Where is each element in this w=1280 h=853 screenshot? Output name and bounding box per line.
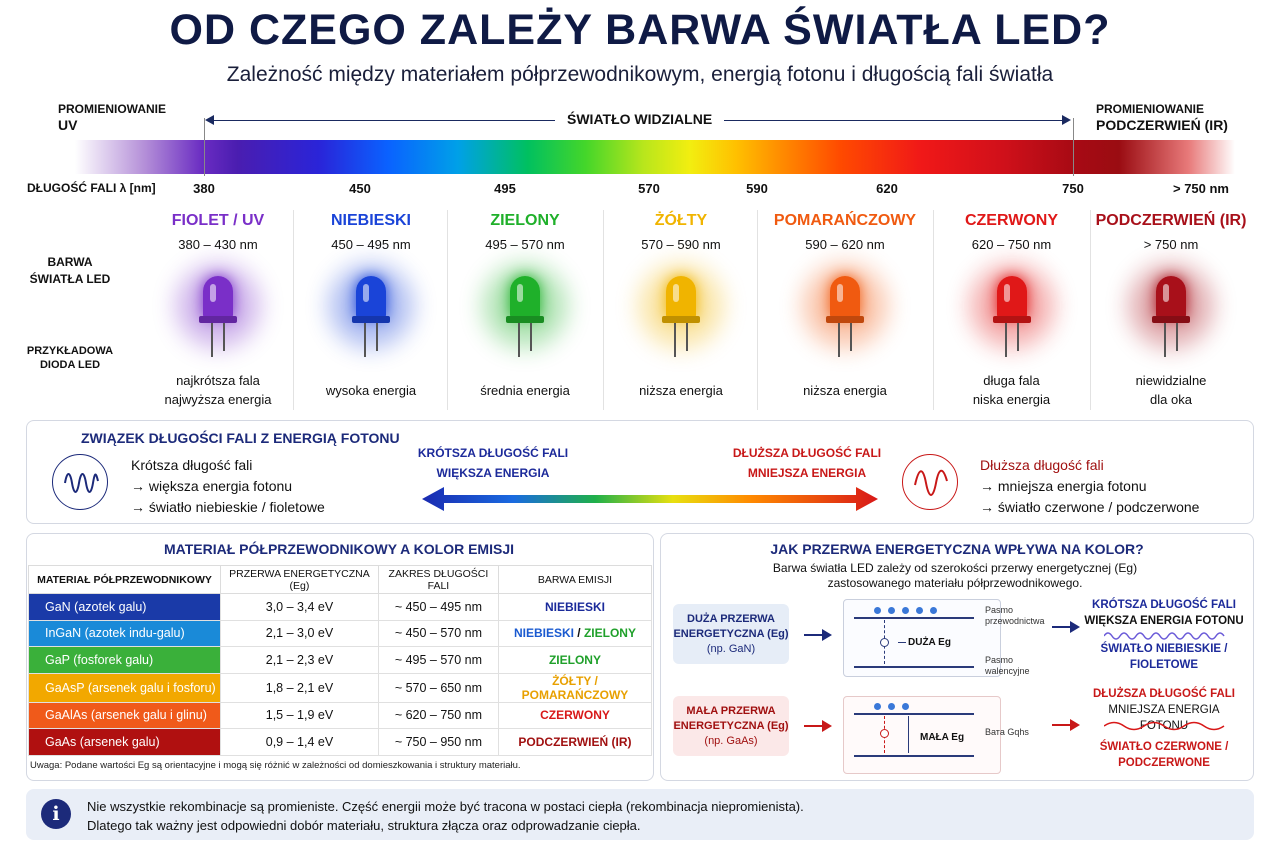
tick-label: 590: [746, 181, 768, 196]
long-wave-icon: [1104, 719, 1228, 733]
wavelength-range: ~ 495 – 570 nm: [378, 647, 498, 674]
column-header: BARWA EMISJI: [498, 566, 651, 594]
tick-label: 570: [638, 181, 660, 196]
bandgap-subtitle: Barwa światła LED zależy od szerokości przerwy energetycznej (Eg) zastosowanego materiału półprzewodnikowego.: [772, 561, 1138, 590]
led-column: [603, 212, 759, 410]
energy-arrow: [422, 486, 878, 512]
column-header: PRZERWA ENERGETYCZNA (Eg): [221, 566, 379, 594]
arrow-right-icon: [804, 725, 830, 727]
column-header: ZAKRES DŁUGOŚCI FALI: [378, 566, 498, 594]
tick-label: 495: [494, 181, 516, 196]
long-wave-text: Dłuższa długość fali → mniejsza energia fotonu → światło czerwone / podczerwone: [980, 457, 1200, 515]
small-gap-result: DŁUŻSZA DŁUGOŚĆ FALI MNIEJSZA ENERGIA FOTONU: [1092, 688, 1236, 732]
band-gap-value: 1,8 – 2,1 eV: [221, 673, 379, 702]
tick-label: 450: [349, 181, 371, 196]
table-row: [29, 594, 652, 621]
arrow-right-icon: [1052, 724, 1078, 726]
led-column: [140, 212, 296, 410]
led-range: > 750 nm: [1143, 237, 1199, 252]
wavelength-range: ~ 450 – 570 nm: [378, 620, 498, 647]
led-name: NIEBIESKI: [330, 212, 411, 229]
tick-label: > 750 nm: [1172, 181, 1229, 196]
emission-color: PODCZERWIEŃ (IR): [498, 729, 651, 756]
info-panel: [26, 789, 1254, 840]
table-header-row: [29, 566, 652, 594]
led-column: [293, 212, 449, 410]
spectrum-bar: [75, 140, 1235, 174]
table-row: [29, 702, 652, 729]
led-description: długa fala niska energia: [972, 373, 1051, 407]
led-description: najkrótsza fala najwyższa energia: [164, 373, 272, 407]
arrow-right-icon: [1062, 115, 1071, 125]
table-row: [29, 647, 652, 674]
large-gap-label: DUŻA PRZERWA ENERGETYCZNA (Eg) (np. GaN): [673, 604, 789, 664]
material-name: GaP (fosforek galu): [29, 647, 221, 674]
material-name: InGaN (azotek indu-galu): [29, 620, 221, 647]
led-range: 620 – 750 nm: [971, 237, 1052, 252]
led-column: [933, 212, 1090, 410]
emission-color: ŻÓŁTY / POMARAŃCZOWY: [498, 673, 651, 702]
led-icon: [631, 264, 731, 364]
column-header: MATERIAŁ PÓŁPRZEWODNIKOWY: [29, 566, 221, 594]
page-subtitle: Zależność między materiałem półprzewodnikowym, energią fotonu i długością fali światła: [226, 63, 1054, 86]
arrow-left-icon: [205, 115, 214, 125]
small-gap-diagram: MAŁA Eg: [843, 696, 1001, 774]
bandgap-title: JAK PRZERWA ENERGETYCZNA WPŁYWA NA KOLOR?: [770, 541, 1144, 557]
long-wave-icon: [902, 454, 958, 510]
wavelength-range: ~ 570 – 650 nm: [378, 673, 498, 702]
led-description: średnia energia: [480, 382, 570, 398]
material-name: GaAs (arsenek galu): [29, 729, 221, 756]
row-label-example: PRZYKŁADOWA DIODA LED: [26, 345, 114, 371]
led-range: 570 – 590 nm: [641, 237, 721, 252]
uv-label: PROMIENIOWANIE UV: [58, 102, 167, 133]
tick-label: 620: [876, 181, 898, 196]
led-icon: [795, 264, 895, 364]
large-gap-light: ŚWIATŁO NIEBIESKIE / FIOLETOWE: [1100, 643, 1228, 671]
band-gap-value: 3,0 – 3,4 eV: [221, 594, 379, 621]
axis-name: DŁUGOŚĆ FALI λ [nm]: [27, 181, 156, 195]
short-wave-heading: KRÓTSZA DŁUGOŚĆ FALI WIĘKSZA ENERGIA: [417, 446, 569, 480]
short-wave-icon: [52, 454, 108, 510]
led-description: niewidzialne dla oka: [1135, 373, 1207, 407]
valence-band-label: Pasmo walencyjne: [985, 655, 1030, 676]
led-name: POMARAŃCZOWY: [773, 212, 917, 229]
emission-color: NIEBIESKI / ZIELONY: [498, 620, 651, 647]
tick-label: 380: [193, 181, 215, 196]
led-column: [447, 212, 603, 410]
led-name: CZERWONY: [964, 212, 1059, 229]
table-row: [29, 729, 652, 756]
led-column: [757, 212, 933, 410]
led-range: 590 – 620 nm: [805, 237, 885, 252]
table-row: [29, 620, 652, 647]
small-gap-label: MAŁA PRZERWA ENERGETYCZNA (Eg) (np. GaAs): [673, 696, 789, 756]
emission-color: CZERWONY: [498, 702, 651, 729]
emission-color: NIEBIESKI: [498, 594, 651, 621]
wavelength-range: ~ 750 – 950 nm: [378, 729, 498, 756]
led-icon: [962, 264, 1062, 364]
info-text: Nie wszystkie rekombinacje są promieniste. Część energii może być tracona w postaci ciepła (rekombinacja niepromienista). Dlatego tak ważny jest odpowiedni dobór materiału, struktura złącza oraz odprowadzanie ciepła.: [87, 799, 804, 833]
small-gap-light: ŚWIATŁO CZERWONE / PODCZERWONE: [1099, 741, 1229, 769]
led-icon: [1121, 264, 1221, 364]
relation-title: ZWIĄZEK DŁUGOŚCI FALI Z ENERGIĄ FOTONU: [81, 430, 400, 446]
large-gap-diagram: DUŻA Eg: [843, 599, 1001, 677]
materials-table: [28, 565, 652, 756]
band-gap-value: 1,5 – 1,9 eV: [221, 702, 379, 729]
led-name: ZIELONY: [490, 212, 560, 229]
page-title: OD CZEGO ZALEŻY BARWA ŚWIATŁA LED?: [169, 6, 1111, 54]
material-name: GaN (azotek galu): [29, 594, 221, 621]
visible-light-range: ŚWIATŁO WIDZIALNE: [205, 111, 1071, 131]
led-name: FIOLET / UV: [171, 212, 265, 229]
led-range: 450 – 495 nm: [331, 237, 411, 252]
small-gap-side-label: Вата Gqhs: [985, 727, 1029, 737]
led-name: ŻÓŁTY: [654, 212, 708, 229]
large-gap-result: KRÓTSZA DŁUGOŚĆ FALI WIĘKSZA ENERGIA FOTONU: [1084, 599, 1244, 627]
row-label-color: BARWA ŚWIATŁA LED: [29, 255, 111, 286]
arrow-right-icon: [804, 634, 830, 636]
long-wave-heading: DŁUŻSZA DŁUGOŚĆ FALI MNIEJSZA ENERGIA: [732, 446, 882, 480]
tick-label: 750: [1062, 181, 1084, 196]
led-range: 380 – 430 nm: [178, 237, 258, 252]
table-note: Uwaga: Podane wartości Eg są orientacyjne i mogą się różnić w zależności od domieszkowania i struktury materiału.: [30, 760, 521, 771]
materials-title: MATERIAŁ PÓŁPRZEWODNIKOWY A KOLOR EMISJI: [164, 541, 514, 557]
led-column: [1090, 212, 1252, 410]
wavelength-range: ~ 450 – 495 nm: [378, 594, 498, 621]
short-wave-text: Krótsza długość fali → większa energia fotonu → światło niebieskie / fioletowe: [131, 457, 325, 515]
arrow-right-icon: [1052, 626, 1078, 628]
table-row: [29, 673, 652, 702]
material-name: GaAsP (arsenek galu i fosforu): [29, 673, 221, 702]
tick-750: [1073, 118, 1074, 176]
led-description: niższa energia: [639, 382, 723, 398]
led-description: wysoka energia: [325, 382, 417, 398]
conduction-band-label: Pasmo przewodnictwa: [985, 605, 1045, 626]
led-range: 495 – 570 nm: [485, 237, 565, 252]
wavelength-range: ~ 620 – 750 nm: [378, 702, 498, 729]
led-name: PODCZERWIEŃ (IR): [1095, 212, 1247, 229]
led-icon: [475, 264, 575, 364]
tick-380: [204, 118, 205, 176]
led-icon: [321, 264, 421, 364]
material-name: GaAlAs (arsenek galu i glinu): [29, 702, 221, 729]
band-gap-value: 2,1 – 3,0 eV: [221, 620, 379, 647]
band-gap-value: 0,9 – 1,4 eV: [221, 729, 379, 756]
emission-color: ZIELONY: [498, 647, 651, 674]
info-icon: i: [41, 799, 71, 829]
led-icon: [168, 264, 268, 364]
band-gap-value: 2,1 – 2,3 eV: [221, 647, 379, 674]
ir-label: PROMIENIOWANIE PODCZERWIEŃ (IR): [1096, 102, 1228, 133]
led-description: niższa energia: [803, 382, 887, 398]
